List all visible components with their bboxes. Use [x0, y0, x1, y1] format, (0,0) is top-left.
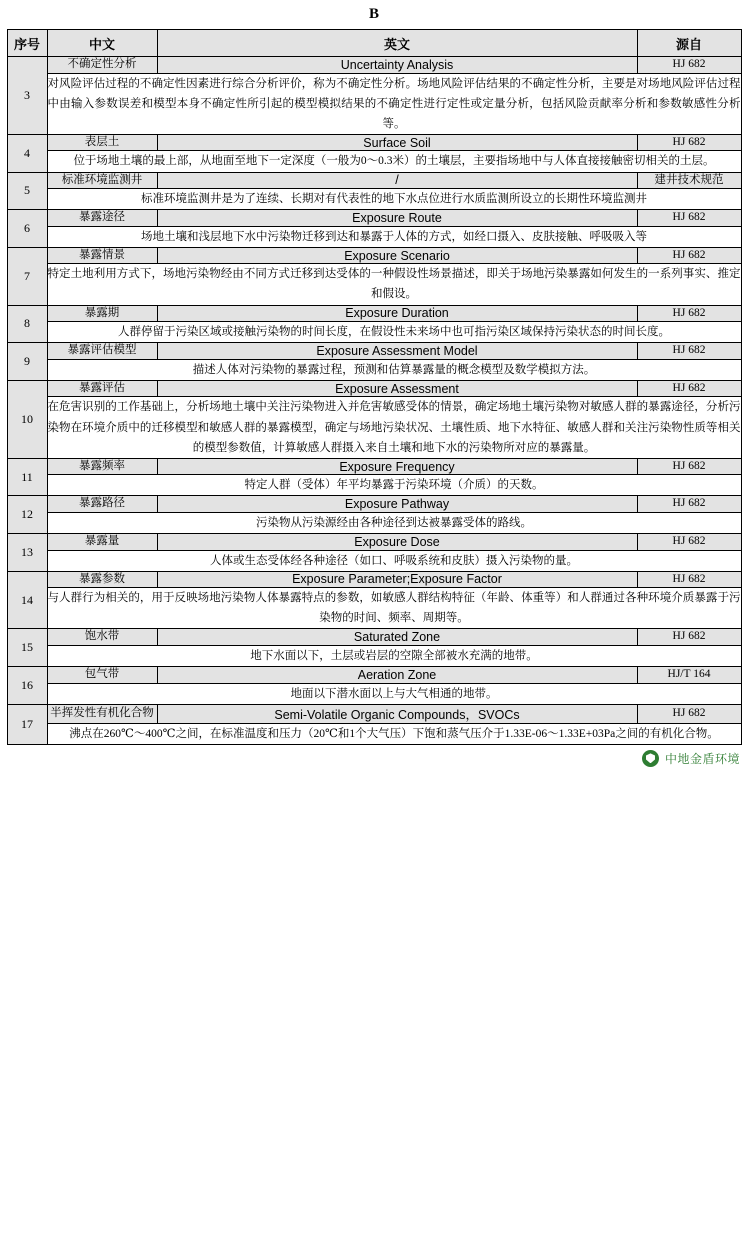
row-definition: 在危害识别的工作基础上，分析场地土壤中关注污染物进入并危害敏感受体的情景，确定场地土壤污染物对敏感人群的暴露途径，分析污染物在环境介质中的迁移模型和敏感人群的暴露模型，确定与场地污染状况、土壤性质、地下水特征、敏感人群和关注污染物性质等相关的模型参数值，计算敏感人群摄入来自土壤和地下水的污染物所对应的暴露量。	[47, 397, 741, 458]
row-english-term: Exposure Assessment Model	[157, 343, 637, 360]
row-english-term: Uncertainty Analysis	[157, 57, 637, 74]
row-definition: 描述人体对污染物的暴露过程，预测和估算暴露量的概念模型及数学模拟方法。	[47, 359, 741, 380]
row-english-term: Exposure Route	[157, 210, 637, 227]
table-row	[7, 629, 741, 646]
table-row-description	[7, 645, 741, 666]
row-source: HJ/T 164	[637, 667, 741, 684]
table-row-description	[7, 264, 741, 305]
table-row-description	[7, 588, 741, 629]
table-row-description	[7, 226, 741, 247]
table-row-description	[7, 723, 741, 744]
row-source: HJ 682	[637, 534, 741, 551]
row-source: HJ 682	[637, 458, 741, 475]
table-row-description	[7, 322, 741, 343]
watermark	[642, 750, 740, 767]
header-english: 英文	[157, 30, 637, 57]
row-number: 17	[7, 704, 47, 744]
row-source: HJ 682	[637, 571, 741, 588]
row-english-term: Exposure Dose	[157, 534, 637, 551]
shield-icon	[642, 750, 659, 767]
row-chinese-term: 表层土	[47, 134, 157, 151]
row-number: 3	[7, 57, 47, 135]
table-row	[7, 458, 741, 475]
row-chinese-term: 暴露频率	[47, 458, 157, 475]
row-chinese-term: 暴露参数	[47, 571, 157, 588]
row-definition: 特定土地利用方式下，场地污染物经由不同方式迁移到达受体的一种假设性场景描述，即关于场地污染暴露如何发生的一系列事实、推定和假设。	[47, 264, 741, 305]
row-english-term: Exposure Frequency	[157, 458, 637, 475]
row-definition: 沸点在260℃～400℃之间，在标准温度和压力（20℃和1个大气压）下饱和蒸气压介于1.33E-06～1.33E+03Pa之间的有机化合物。	[47, 723, 741, 744]
page-label: B	[368, 6, 379, 22]
header-source: 源自	[637, 30, 741, 57]
row-source: HJ 682	[637, 305, 741, 322]
row-number: 4	[7, 134, 47, 172]
row-number: 12	[7, 496, 47, 534]
row-definition: 标准环境监测井是为了连续、长期对有代表性的地下水点位进行水质监测所设立的长期性环境监测井	[47, 189, 741, 210]
row-source: HJ 682	[637, 57, 741, 74]
table-row-description	[7, 550, 741, 571]
row-number: 8	[7, 305, 47, 343]
row-chinese-term: 标准环境监测井	[47, 172, 157, 189]
row-chinese-term: 半挥发性有机化合物	[47, 704, 157, 723]
table-row	[7, 704, 741, 723]
row-source: HJ 682	[637, 343, 741, 360]
table-row	[7, 172, 741, 189]
table-row	[7, 134, 741, 151]
row-source: HJ 682	[637, 134, 741, 151]
row-chinese-term: 暴露途径	[47, 210, 157, 227]
row-definition: 特定人群（受体）年平均暴露于污染环境（介质）的天数。	[47, 475, 741, 496]
header-num: 序号	[7, 30, 47, 57]
row-english-term: Saturated Zone	[157, 629, 637, 646]
row-definition: 人群停留于污染区域或接触污染物的时间长度，在假设性未来场中也可指污染区域保持污染状态的时间长度。	[47, 322, 741, 343]
row-source: HJ 682	[637, 380, 741, 397]
row-chinese-term: 包气带	[47, 667, 157, 684]
row-definition: 地下水面以下，土层或岩层的空隙全部被水充满的地带。	[47, 645, 741, 666]
row-english-term: Exposure Scenario	[157, 247, 637, 264]
table-row-description	[7, 189, 741, 210]
row-number: 5	[7, 172, 47, 210]
row-chinese-term: 暴露期	[47, 305, 157, 322]
row-chinese-term: 暴露评估模型	[47, 343, 157, 360]
table-row-description	[7, 359, 741, 380]
row-chinese-term: 暴露量	[47, 534, 157, 551]
row-source: 建井技术规范	[637, 172, 741, 189]
table-row-description	[7, 397, 741, 458]
row-definition: 人体或生态受体经各种途径（如口、呼吸系统和皮肤）摄入污染物的量。	[47, 550, 741, 571]
row-english-term: Exposure Duration	[157, 305, 637, 322]
row-number: 6	[7, 210, 47, 248]
row-number: 14	[7, 571, 47, 629]
row-english-term: Aeration Zone	[157, 667, 637, 684]
table-row	[7, 667, 741, 684]
row-number: 7	[7, 247, 47, 305]
row-definition: 对风险评估过程的不确定性因素进行综合分析评价，称为不确定性分析。场地风险评估结果的不确定性分析，主要是对场地风险评估过程中由输入参数误差和模型本身不确定性所引起的模型模拟结果的不确定性进行定性或定量分析，包括风险贡献率分析和参数敏感性分析等。	[47, 73, 741, 134]
row-definition: 与人群行为相关的，用于反映场地污染物人体暴露特点的参数，如敏感人群结构特征（年龄、体重等）和人群通过各种环境介质暴露于污染物的时间、频率、周期等。	[47, 588, 741, 629]
table-row	[7, 380, 741, 397]
row-chinese-term: 饱水带	[47, 629, 157, 646]
row-chinese-term: 暴露评估	[47, 380, 157, 397]
table-row	[7, 210, 741, 227]
row-definition: 污染物从污染源经由各种途径到达被暴露受体的路线。	[47, 512, 741, 533]
row-english-term: Exposure Parameter;Exposure Factor	[157, 571, 637, 588]
table-header-row	[7, 30, 741, 57]
row-definition: 场地土壤和浅层地下水中污染物迁移到达和暴露于人体的方式，如经口摄入、皮肤接触、呼吸吸入等	[47, 226, 741, 247]
table-row	[7, 534, 741, 551]
glossary-table	[7, 29, 742, 745]
row-chinese-term: 暴露情景	[47, 247, 157, 264]
row-number: 16	[7, 667, 47, 705]
row-number: 9	[7, 343, 47, 381]
row-number: 11	[7, 458, 47, 496]
row-english-term: Semi-Volatile Organic Compounds，SVOCs	[157, 704, 637, 723]
table-row	[7, 343, 741, 360]
row-chinese-term: 不确定性分析	[47, 57, 157, 74]
table-row	[7, 571, 741, 588]
table-body	[7, 57, 741, 745]
row-chinese-term: 暴露路径	[47, 496, 157, 513]
row-english-term: Exposure Assessment	[157, 380, 637, 397]
row-source: HJ 682	[637, 704, 741, 723]
page-footer-space	[0, 745, 748, 771]
watermark-label: 中地金盾环境	[664, 751, 740, 766]
row-definition: 位于场地土壤的最上部，从地面至地下一定深度（一般为0～0.3米）的土壤层，主要指场地中与人体直接接触密切相关的土层。	[47, 151, 741, 172]
row-english-term: Surface Soil	[157, 134, 637, 151]
table-row	[7, 496, 741, 513]
row-source: HJ 682	[637, 247, 741, 264]
table-row-description	[7, 73, 741, 134]
row-source: HJ 682	[637, 629, 741, 646]
row-number: 13	[7, 534, 47, 572]
row-number: 15	[7, 629, 47, 667]
table-row	[7, 57, 741, 74]
row-english-term: /	[157, 172, 637, 189]
table-row	[7, 305, 741, 322]
row-source: HJ 682	[637, 210, 741, 227]
table-row-description	[7, 683, 741, 704]
row-number: 10	[7, 380, 47, 458]
row-english-term: Exposure Pathway	[157, 496, 637, 513]
table-row-description	[7, 475, 741, 496]
header-chinese: 中文	[47, 30, 157, 57]
row-definition: 地面以下潜水面以上与大气相通的地带。	[47, 683, 741, 704]
table-row-description	[7, 151, 741, 172]
table-row	[7, 247, 741, 264]
row-source: HJ 682	[637, 496, 741, 513]
table-row-description	[7, 512, 741, 533]
